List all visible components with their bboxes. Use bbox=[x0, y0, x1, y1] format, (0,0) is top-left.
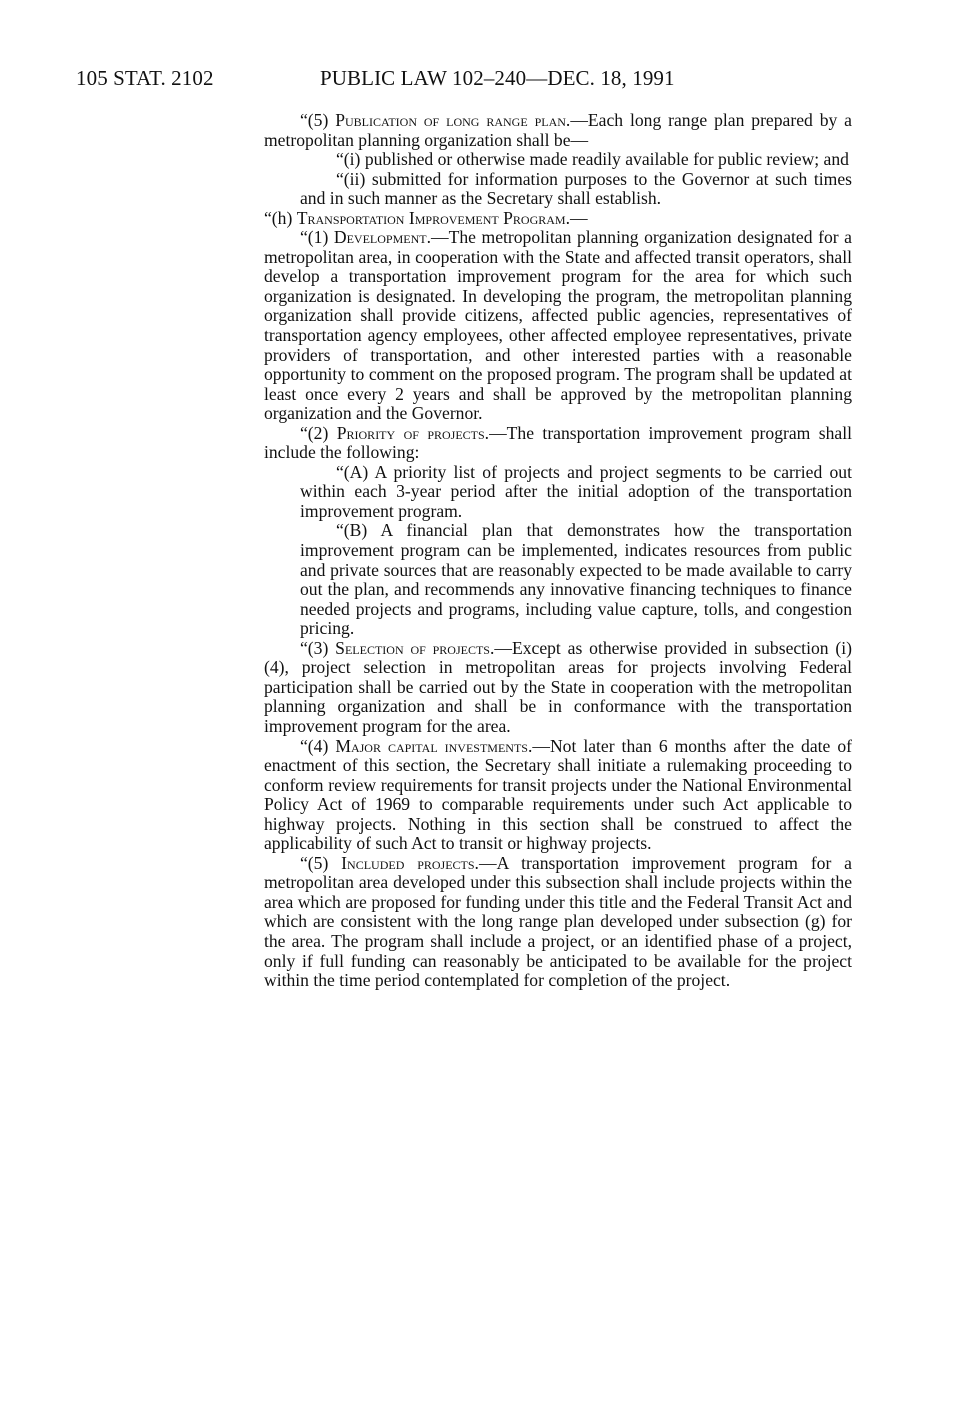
subsection-h-heading: “(h) Transportation Improvement Program.— bbox=[264, 207, 588, 228]
document-body bbox=[264, 111, 852, 991]
paragraph-heading: Major capital investments. bbox=[335, 735, 533, 756]
public-law-title: PUBLIC LAW 102–240—DEC. 18, 1991 bbox=[320, 66, 675, 90]
paragraph-5-included: “(5) Included projects.—A transportation improvement program for a metropolitan area developed under this subsection shall include projects within the area which are proposed for funding under this title and the Federal Transit Act and which are consistent with the long range plan developed under subsection (g) for the area. The program shall include a project, or an identified phase of a project, only if full funding can reasonably be anticipated to be available for the project within the time period contemplated for completion of the project. bbox=[264, 852, 852, 991]
paragraph-heading: Publication of long range plan. bbox=[335, 110, 571, 130]
clause-i: “(i) published or otherwise made readily available for public review; and bbox=[336, 149, 849, 170]
subparagraph-B: “(B) A financial plan that demonstrates how the transportation improvement program can be implemented, indicates resources from public and private sources that are reasonably expected to be made available to carry out the plan, and recommends any innovative financing techniques to finance needed projects and programs, including value capture, tolls, and congestion pricing. bbox=[300, 520, 852, 639]
paragraph-3-selection: “(3) Selection of projects.—Except as otherwise provided in subsection (i)(4), project selection in metropolitan areas for projects involving Federal participation shall be carried out by the State in cooperation with the metropolitan planning organization and shall be in conformance with the transportation improvement program for the area. bbox=[264, 637, 852, 736]
statute-citation: 105 STAT. 2102 bbox=[76, 66, 214, 90]
paragraph-heading: Development. bbox=[333, 227, 431, 248]
paragraph-5-publication: “(5) Publication of long range plan.—Each long range plan prepared by a metropolitan planning organization shall be— bbox=[264, 110, 852, 150]
subparagraph-A: “(A) A priority list of projects and project segments to be carried out within each 3-year period after the initial adoption of the transportation improvement program. bbox=[300, 461, 852, 521]
paragraph-1-development: “(1) Development.—The metropolitan planning organization designated for a metropolitan area, in cooperation with the State and affected transit operators, shall develop a transportation improvement program for the area for which such organization is designated. In developing the program, the metropolitan planning organization shall provide citizens, affected public agencies, representatives of transportation agency employees, other affected employee representatives, private providers of transportation, and other interested parties with a reasonable opportunity to comment on the proposed program. The program shall be updated at least once every 2 years and shall be approved by the metropolitan planning organization and the Governor. bbox=[264, 227, 852, 424]
paragraph-heading: Included projects. bbox=[341, 852, 479, 873]
page-header bbox=[76, 66, 856, 98]
paragraph-4-major-capital: “(4) Major capital investments.—Not later than 6 months after the date of enactment of this section, the Secretary shall initiate a rulemaking proceeding to conform review requirements for transit projects under the National Environmental Policy Act of 1969 to comparable requirements under such Act applicable to highway projects. Nothing in this section shall be construed to affect the applicability of such Act to transit or highway projects. bbox=[264, 735, 852, 854]
paragraph-heading: Priority of projects. bbox=[336, 422, 490, 443]
paragraph-heading: Selection of projects. bbox=[335, 637, 495, 658]
paragraph-2-priority: “(2) Priority of projects.—The transportation improvement program shall include the following: bbox=[264, 422, 852, 463]
subsection-heading: Transportation Improvement Program. bbox=[296, 207, 570, 228]
clause-ii: “(ii) submitted for information purposes to the Governor at such times and in such manner as the Secretary shall establish. bbox=[300, 168, 852, 209]
